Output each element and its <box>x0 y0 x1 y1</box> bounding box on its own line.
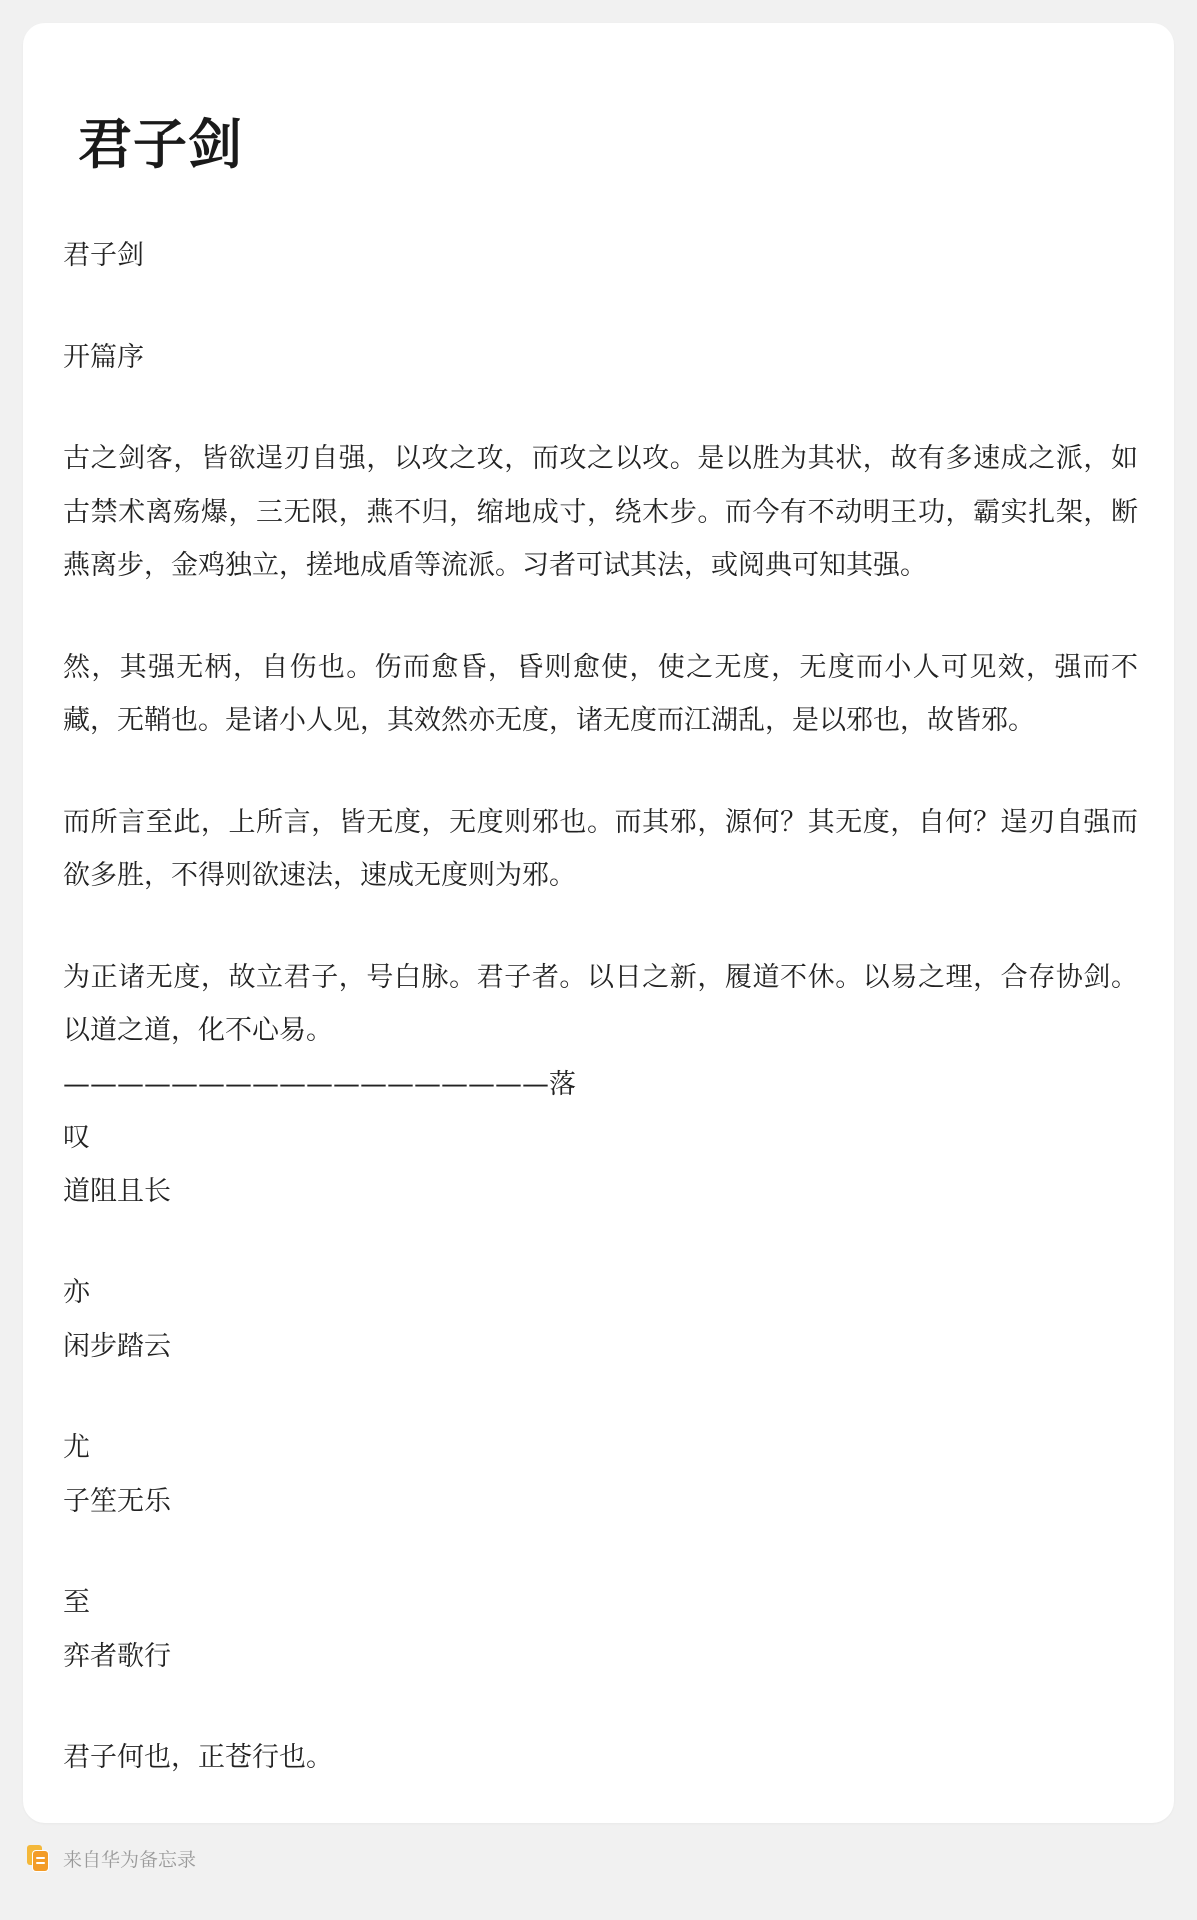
blank-line <box>63 283 1138 331</box>
body-line: 亦 <box>63 1277 90 1308</box>
blank-line <box>63 593 1138 641</box>
blank-line <box>63 1218 1138 1266</box>
body-paragraph: 然，其强无柄，自伤也。伤而愈昏，昏则愈使，使之无度，无度而小人可见效，强而不藏，无鞘也。是诸小人见，其效然亦无度，诸无度而江湖乱，是以邪也，故皆邪。 <box>63 651 1138 736</box>
memo-app-icon <box>27 1845 49 1871</box>
body-paragraph: 而所言至此，上所言，皆无度，无度则邪也。而其邪，源何？其无度，自何？逞刃自强而欲多胜，不得则欲速法，速成无度则为邪。 <box>63 806 1138 891</box>
note-body <box>63 229 1138 1785</box>
note-card <box>23 23 1174 1823</box>
blank-line <box>63 1528 1138 1576</box>
blank-line <box>63 1683 1138 1731</box>
body-line: 君子何也，正苍行也。 <box>63 1742 333 1773</box>
blank-line <box>63 384 1138 432</box>
body-line: 尤 <box>63 1432 90 1463</box>
source-label: 来自华为备忘录 <box>63 1848 197 1871</box>
source-footer <box>27 1841 196 1875</box>
body-paragraph: 古之剑客，皆欲逞刃自强，以攻之攻，而攻之以攻。是以胜为其状，故有多速成之派，如古禁术离殇爆，三无限，燕不归，缩地成寸，绕木步。而今有不动明王功，霸实扎架，断燕离步，金鸡独立，搓地成盾等流派。习者可试其法，或阅典可知其强。 <box>63 443 1138 581</box>
body-line: 弈者歌行 <box>63 1640 171 1672</box>
body-paragraph: 为正诸无度，故立君子，号白脉。君子者。以日之新，履道不休。以易之理，合存协剑。以道之道，化不心易。 <box>63 961 1138 1046</box>
separator-line: ——————————————————落 <box>63 1068 576 1100</box>
body-line: 开篇序 <box>63 341 144 373</box>
body-line: 至 <box>63 1587 90 1618</box>
body-line: 叹 <box>63 1122 90 1153</box>
blank-line <box>63 903 1138 951</box>
blank-line <box>63 748 1138 796</box>
body-line: 君子剑 <box>63 240 144 271</box>
body-line: 闲步踏云 <box>63 1330 171 1362</box>
body-line: 子笙无乐 <box>63 1485 171 1517</box>
note-title: 君子剑 <box>78 113 243 176</box>
body-line: 道阻且长 <box>63 1175 171 1207</box>
blank-line <box>63 1373 1138 1421</box>
